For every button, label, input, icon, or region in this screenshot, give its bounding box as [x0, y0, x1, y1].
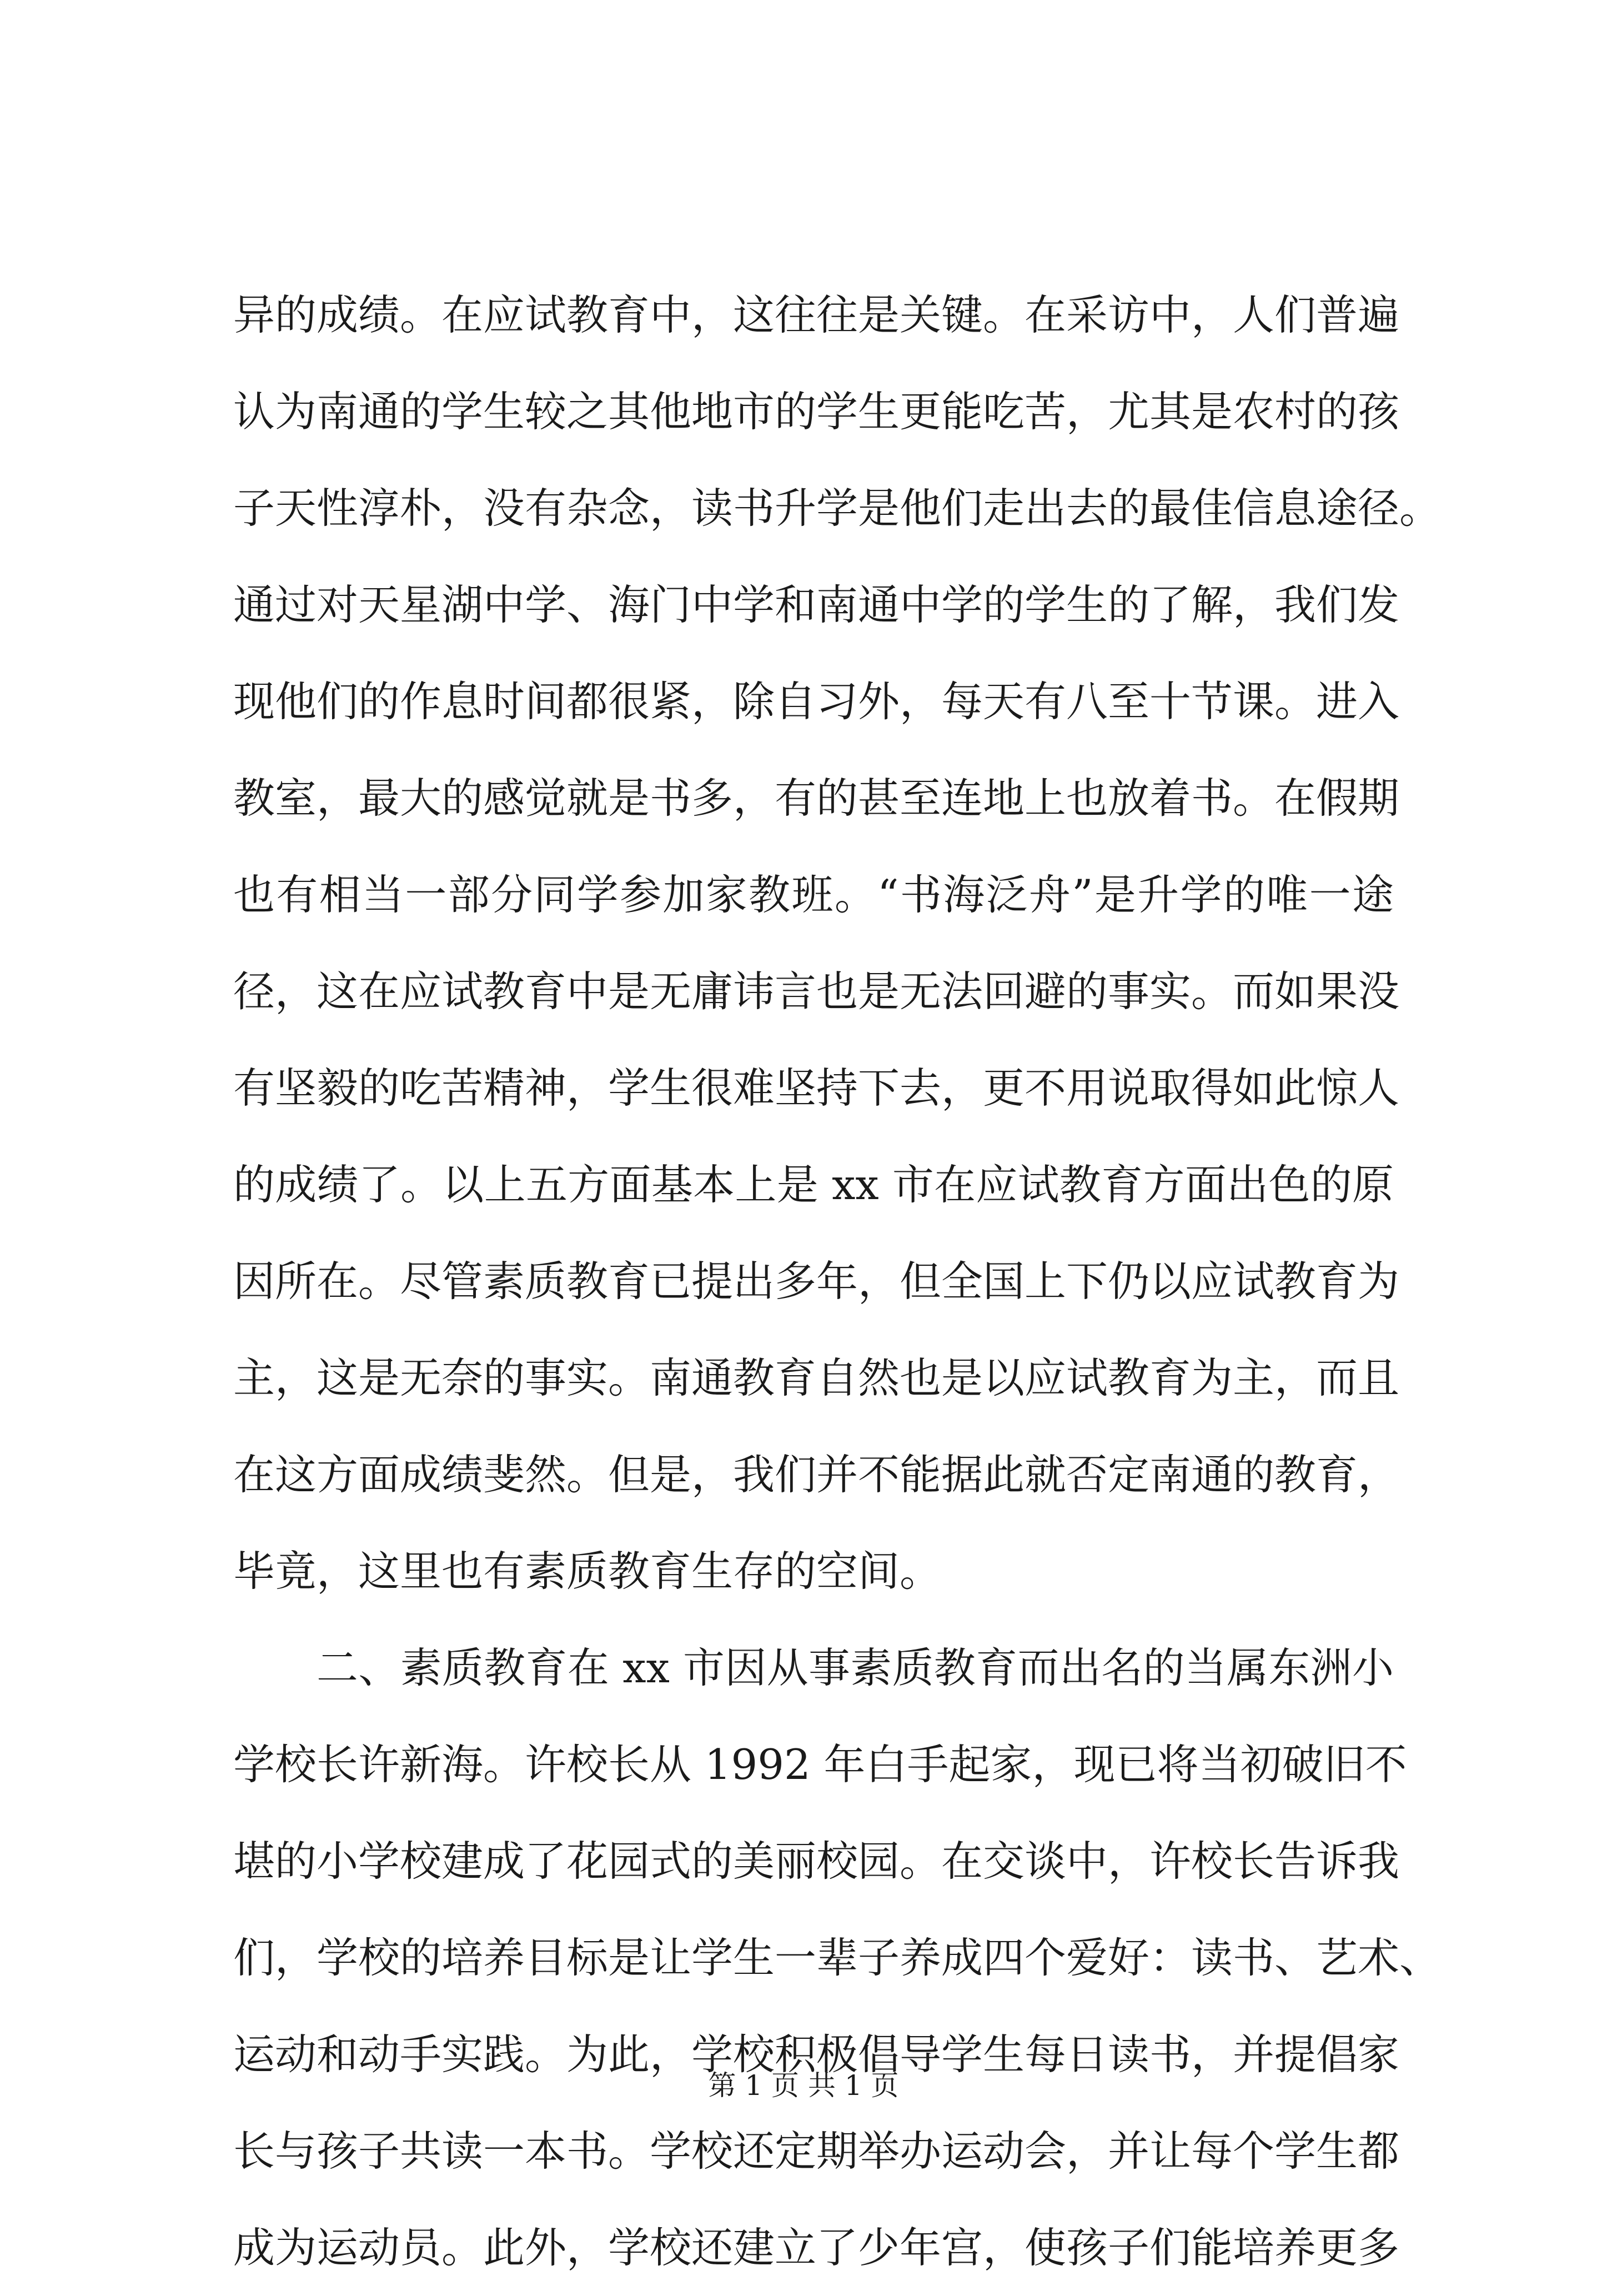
text-line: 教室，最大的感觉就是书多，有的甚至连地上也放着书。在假期 — [233, 774, 1400, 823]
text-line: 通过对天星湖中学、海门中学和南通中学的学生的了解，我们发 — [233, 580, 1400, 629]
text-line: 主，这是无奈的事实。南通教育自然也是以应试教育为主，而且 — [233, 1353, 1400, 1402]
text-line: 也有相当一部分同学参加家教班。“书海泛舟”是升学的唯一途 — [233, 870, 1394, 919]
page-number-label: 第 1 页 共 1 页 — [708, 2069, 899, 2102]
text-line: 的成绩了。以上五方面基本上是 xx 市在应试教育方面出色的原 — [233, 1160, 1394, 1209]
paragraph-1 — [233, 267, 1442, 1620]
text-line: 认为南通的学生较之其他地市的学生更能吃苦，尤其是农村的孩 — [233, 387, 1400, 436]
text-line: 长与孩子共读一本书。学校还定期举办运动会，并让每个学生都 — [233, 2127, 1400, 2175]
text-line: 学校长许新海。许校长从 1992 年白手起家，现已将当初破旧不 — [233, 1740, 1407, 1789]
text-line: 现他们的作息时间都很紧，除自习外，每天有八至十节课。进入 — [233, 677, 1400, 726]
text-line: 成为运动员。此外，学校还建立了少年宫，使孩子们能培养更多 — [233, 2223, 1400, 2272]
text-line: 异的成绩。在应试教育中，这往往是关键。在采访中，人们普遍 — [233, 290, 1400, 339]
text-line: 们，学校的培养目标是让学生一辈子养成四个爱好：读书、艺术、 — [233, 1933, 1442, 1982]
text-line: 二、素质教育在 xx 市因从事素质教育而出名的当属东洲小 — [317, 1643, 1394, 1692]
body-text — [233, 267, 1442, 2296]
text-line: 在这方面成绩斐然。但是，我们并不能据此就否定南通的教育， — [233, 1450, 1400, 1499]
text-line: 运动和动手实践。为此，学校积极倡导学生每日读书，并提倡家 — [233, 2030, 1400, 2079]
text-line: 毕竟，这里也有素质教育生存的空间。 — [233, 1547, 942, 1596]
text-line: 因所在。尽管素质教育已提出多年，但全国上下仍以应试教育为 — [233, 1257, 1400, 1306]
text-line: 径，这在应试教育中是无庸讳言也是无法回避的事实。而如果没 — [233, 967, 1400, 1016]
paragraph-2 — [233, 1620, 1442, 2296]
text-line: 堪的小学校建成了花园式的美丽校园。在交谈中，许校长告诉我 — [233, 1837, 1400, 1886]
page-footer — [0, 2066, 1607, 2105]
text-line: 有坚毅的吃苦精神，学生很难坚持下去，更不用说取得如此惊人 — [233, 1064, 1400, 1112]
text-line: 子天性淳朴，没有杂念，读书升学是他们走出去的最佳信息途径。 — [233, 484, 1442, 533]
